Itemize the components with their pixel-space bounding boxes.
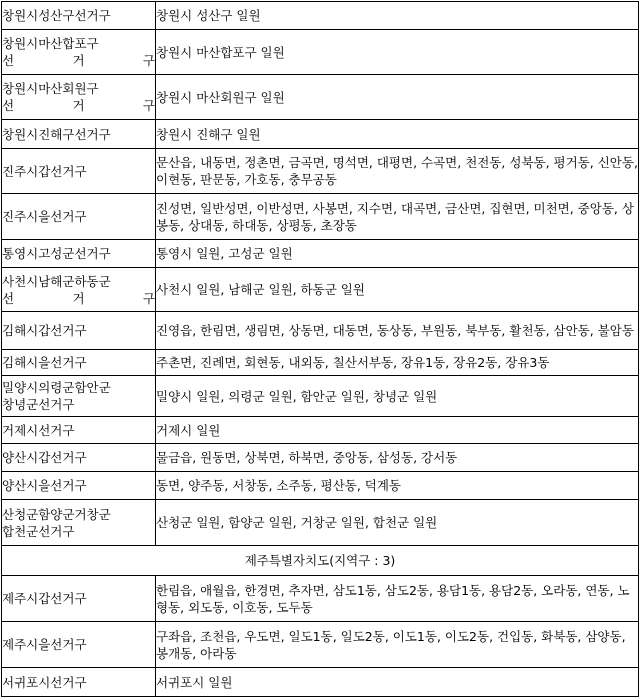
district-area: 진성면, 일반성면, 이반성면, 사봉면, 지수면, 대곡면, 금산면, 집현면, 미천면, 중앙동, 상봉동, 상대동, 하대동, 상평동, 초장동 xyxy=(156,200,634,233)
district-area-cell xyxy=(156,240,639,268)
district-name-cell xyxy=(2,417,156,444)
district-name: 창원시성산구선거구 xyxy=(2,8,111,23)
table-row xyxy=(2,622,639,668)
table-row xyxy=(2,668,639,697)
district-area: 통영시 일원, 고성군 일원 xyxy=(156,246,293,261)
district-name-line-1: 산청군함양군거창군 xyxy=(2,506,111,522)
district-area: 동면, 양주동, 서창동, 소주동, 평산동, 덕계동 xyxy=(156,478,402,493)
district-name-cell xyxy=(2,75,156,120)
district-area-cell xyxy=(156,268,639,312)
district-name-line-1: 창원시마산합포구 xyxy=(2,36,99,51)
district-name-cell xyxy=(2,350,156,376)
district-area: 문산읍, 내동면, 정촌면, 금곡면, 명석면, 대평면, 수곡면, 천전동, 성북동, 평거동, 신안동, 이현동, 판문동, 가호동, 충무공동 xyxy=(156,155,638,187)
district-name: 김해시갑선거구 xyxy=(2,323,87,338)
table-row xyxy=(2,444,639,472)
district-name-line-2: 선 거 구 xyxy=(2,290,155,306)
district-area: 구좌읍, 조천읍, 우도면, 일도1동, 일도2동, 이도1동, 이도2동, 건입동, 화북동, 삼양동, 봉개동, 아라동 xyxy=(156,628,626,661)
table-row xyxy=(2,417,639,444)
table-row xyxy=(2,576,639,622)
district-area: 물금읍, 원동면, 상북면, 하북면, 중앙동, 삼성동, 강서동 xyxy=(156,450,458,465)
district-name: 거제시선거구 xyxy=(2,422,75,438)
district-area-cell xyxy=(156,75,639,120)
district-name-cell xyxy=(2,240,156,268)
district-name-line-1: 창원시마산회원구 xyxy=(2,81,99,96)
district-area: 창원시 성산구 일원 xyxy=(156,8,261,23)
district-name: 제주시갑선거구 xyxy=(2,591,87,606)
district-name-cell xyxy=(2,444,156,472)
district-area: 사천시 일원, 남해군 일원, 하동군 일원 xyxy=(156,282,365,297)
table-row xyxy=(2,472,639,500)
district-area-cell xyxy=(156,668,639,697)
table-row xyxy=(2,268,639,312)
table-row xyxy=(2,500,639,546)
district-area-cell xyxy=(156,194,639,240)
district-name: 통영시고성군선거구 xyxy=(2,246,111,261)
district-name-cell xyxy=(2,149,156,194)
district-area-cell xyxy=(156,576,639,622)
district-name: 진주시갑선거구 xyxy=(2,163,87,179)
district-name-cell xyxy=(2,120,156,149)
district-name-line-2: 합천군선거구 xyxy=(2,523,75,539)
district-area: 서귀포시 일원 xyxy=(156,674,233,690)
district-name: 김해시을선거구 xyxy=(2,355,87,370)
district-name-cell xyxy=(2,312,156,350)
district-area-cell xyxy=(156,350,639,376)
district-name-cell xyxy=(2,30,156,75)
district-name: 서귀포시선거구 xyxy=(2,674,87,690)
district-area-cell xyxy=(156,417,639,444)
district-name: 진주시을선거구 xyxy=(2,209,87,224)
section-header-row xyxy=(2,546,639,576)
district-name-cell xyxy=(2,668,156,697)
district-area: 밀양시 일원, 의령군 일원, 함안군 일원, 창녕군 일원 xyxy=(156,388,438,404)
electoral-district-table xyxy=(1,1,639,697)
district-name-cell xyxy=(2,500,156,546)
table-row xyxy=(2,240,639,268)
district-area-cell xyxy=(156,472,639,500)
table-row xyxy=(2,75,639,120)
district-area: 진영읍, 한림면, 생림면, 상동면, 대동면, 동상동, 부원동, 북부동, 활천동, 삼안동, 불암동 xyxy=(156,323,634,338)
district-name: 창원시진해구선거구 xyxy=(2,126,111,142)
district-name-cell xyxy=(2,622,156,668)
district-area-cell xyxy=(156,30,639,75)
district-name-cell xyxy=(2,576,156,622)
district-name-line-1: 밀양시의령군함안군 xyxy=(2,380,111,395)
district-name-cell xyxy=(2,472,156,500)
table-row xyxy=(2,2,639,30)
district-name-line-2: 선 거 구 xyxy=(2,98,155,113)
district-area-cell xyxy=(156,376,639,417)
district-name-line-2: 창녕군선거구 xyxy=(2,397,75,412)
district-name-line-2: 선 거 구 xyxy=(2,53,155,68)
district-name-cell xyxy=(2,2,156,30)
district-name-cell xyxy=(2,194,156,240)
table-row xyxy=(2,312,639,350)
district-name: 양산시을선거구 xyxy=(2,478,87,493)
district-name: 제주시을선거구 xyxy=(2,637,87,652)
table-row xyxy=(2,30,639,75)
section-title: 제주특별자치도(지역구 : 3) xyxy=(244,553,396,568)
district-name-cell xyxy=(2,268,156,312)
district-name-line-1: 사천시남해군하동군 xyxy=(2,273,111,289)
district-area-cell xyxy=(156,444,639,472)
district-area: 창원시 마산합포구 일원 xyxy=(156,44,285,60)
district-area-cell xyxy=(156,2,639,30)
district-area: 한림읍, 애월읍, 한경면, 추자면, 삼도1동, 삼도2동, 용담1동, 용담2동, 오라동, 연동, 노형동, 외도동, 이호동, 도두동 xyxy=(156,582,630,615)
district-area: 창원시 진해구 일원 xyxy=(156,126,261,142)
district-name-cell xyxy=(2,376,156,417)
district-area-cell xyxy=(156,120,639,149)
section-header-cell xyxy=(2,546,639,576)
district-area-cell xyxy=(156,312,639,350)
table-row xyxy=(2,350,639,376)
district-name: 양산시갑선거구 xyxy=(2,450,87,465)
table-row xyxy=(2,120,639,149)
district-area: 창원시 마산회원구 일원 xyxy=(156,89,285,105)
district-area-cell xyxy=(156,622,639,668)
district-area: 주촌면, 진례면, 회현동, 내외동, 칠산서부동, 장유1동, 장유2동, 장유3동 xyxy=(156,355,550,370)
district-area-cell xyxy=(156,500,639,546)
table-row xyxy=(2,376,639,417)
district-area-cell xyxy=(156,149,639,194)
table-row xyxy=(2,149,639,194)
table-row xyxy=(2,194,639,240)
district-area: 거제시 일원 xyxy=(156,422,221,438)
district-area: 산청군 일원, 함양군 일원, 거창군 일원, 합천군 일원 xyxy=(156,515,438,530)
